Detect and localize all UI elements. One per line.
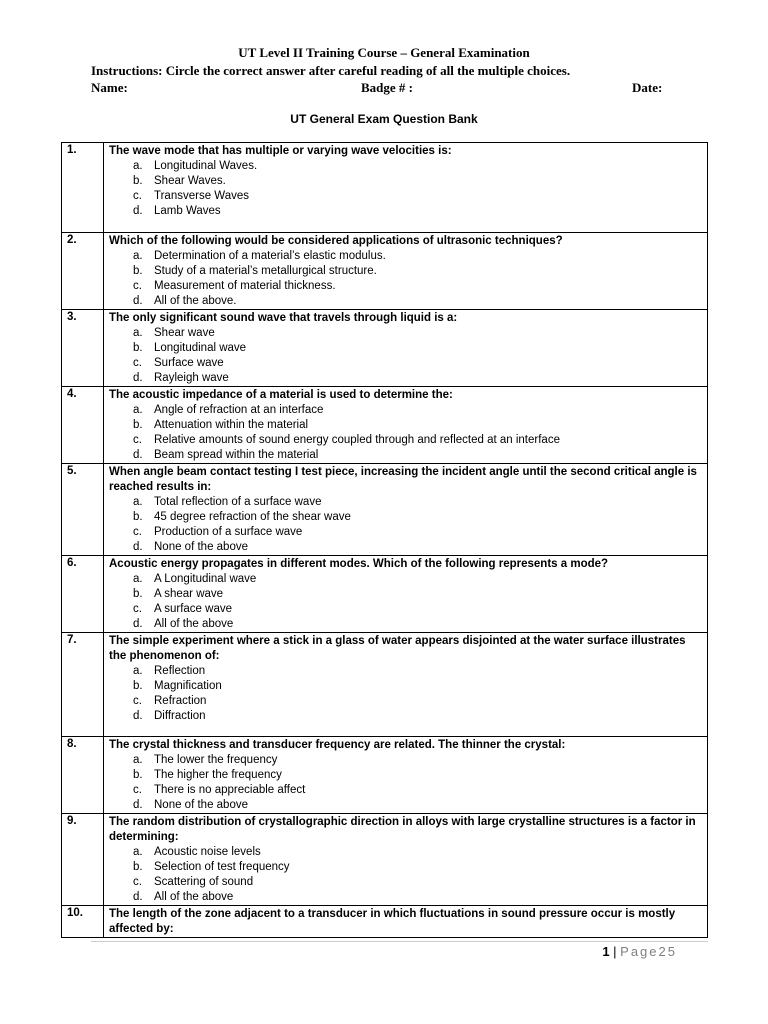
page-total: 25	[658, 944, 677, 959]
question-row	[62, 633, 708, 737]
option-text: Relative amounts of sound energy coupled through and reflected at an interface	[154, 434, 560, 446]
question-row	[62, 556, 708, 633]
option-letter: b.	[133, 511, 143, 523]
question-number: 2.	[62, 233, 104, 310]
answer-option[interactable]	[109, 709, 699, 724]
question-body	[104, 233, 708, 310]
answer-option[interactable]	[109, 860, 699, 875]
option-text: Measurement of material thickness.	[154, 280, 336, 292]
question-number: 4.	[62, 387, 104, 464]
answer-option[interactable]	[109, 326, 699, 341]
question-body	[104, 556, 708, 633]
question-text: The crystal thickness and transducer frequency are related. The thinner the crystal:	[109, 739, 566, 751]
option-letter: c.	[133, 190, 142, 202]
option-text: Production of a surface wave	[154, 526, 303, 538]
answer-option[interactable]	[109, 341, 699, 356]
option-letter: c.	[133, 280, 142, 292]
answer-option[interactable]	[109, 448, 699, 463]
question-number: 10.	[62, 906, 104, 938]
answer-option[interactable]	[109, 294, 699, 309]
question-body	[104, 310, 708, 387]
option-text: None of the above	[154, 541, 248, 553]
question-text: The length of the zone adjacent to a transducer in which fluctuations in sound pressure occur is mostly affected by:	[109, 908, 676, 935]
date-label: Date:	[632, 80, 663, 95]
option-letter: b.	[133, 342, 143, 354]
option-text: Selection of test frequency	[154, 861, 290, 873]
option-text: Angle of refraction at an interface	[154, 404, 324, 416]
answer-option[interactable]	[109, 264, 699, 279]
answer-option[interactable]	[109, 540, 699, 555]
option-letter: b.	[133, 861, 143, 873]
answer-option[interactable]	[109, 602, 699, 617]
option-text: Transverse Waves	[154, 190, 250, 202]
question-row	[62, 906, 708, 938]
answer-option[interactable]	[109, 371, 699, 386]
question-text: Which of the following would be considered applications of ultrasonic techniques?	[109, 235, 563, 247]
answer-option[interactable]	[109, 783, 699, 798]
answer-option[interactable]	[109, 495, 699, 510]
question-body	[104, 387, 708, 464]
answer-option[interactable]	[109, 617, 699, 632]
option-letter: d.	[133, 710, 143, 722]
question-bank-title: UT General Exam Question Bank	[290, 112, 478, 126]
badge-label: Badge # :	[361, 80, 413, 95]
question-text: The acoustic impedance of a material is used to determine the:	[109, 389, 453, 401]
option-text: None of the above	[154, 799, 248, 811]
option-letter: a.	[133, 160, 143, 172]
option-letter: a.	[133, 665, 143, 677]
question-text: The wave mode that has multiple or varying wave velocities is:	[109, 145, 452, 157]
option-letter: b.	[133, 680, 143, 692]
option-letter: b.	[133, 265, 143, 277]
question-row	[62, 233, 708, 310]
page-number: 1	[602, 944, 610, 959]
option-text: All of the above	[154, 891, 234, 903]
question-row	[62, 310, 708, 387]
answer-option[interactable]	[109, 845, 699, 860]
option-letter: a.	[133, 754, 143, 766]
question-row	[62, 464, 708, 556]
option-text: Reflection	[154, 665, 206, 677]
question-text: The simple experiment where a stick in a glass of water appears disjointed at the water surface illustrates the phenomenon of:	[109, 635, 686, 662]
option-text: Acoustic noise levels	[154, 846, 261, 858]
question-text: The random distribution of crystallographic direction in alloys with large crystalline structures is a factor in determining:	[109, 816, 696, 843]
option-text: A surface wave	[154, 603, 232, 615]
option-text: All of the above	[154, 618, 234, 630]
answer-option[interactable]	[109, 694, 699, 709]
option-letter: d.	[133, 372, 143, 384]
question-row	[62, 387, 708, 464]
option-text: Longitudinal Waves.	[154, 160, 258, 172]
option-text: The lower the frequency	[154, 754, 278, 766]
option-text: Attenuation within the material	[154, 419, 309, 431]
option-text: All of the above.	[154, 295, 237, 307]
question-row	[62, 737, 708, 814]
option-letter: c.	[133, 876, 142, 888]
option-letter: a.	[133, 250, 143, 262]
question-row	[62, 143, 708, 233]
question-body	[104, 737, 708, 814]
exam-title: UT Level II Training Course – General Examination	[238, 45, 530, 60]
option-letter: b.	[133, 175, 143, 187]
option-letter: b.	[133, 419, 143, 431]
question-body	[104, 814, 708, 906]
option-text: Rayleigh wave	[154, 372, 229, 384]
option-text: Study of a material’s metallurgical structure.	[154, 265, 377, 277]
answer-option[interactable]	[109, 664, 699, 679]
question-text: The only significant sound wave that travels through liquid is a:	[109, 312, 458, 324]
option-text: 45 degree refraction of the shear wave	[154, 511, 351, 523]
question-table	[61, 142, 708, 938]
answer-options	[109, 159, 699, 219]
answer-option[interactable]	[109, 433, 699, 448]
option-letter: d.	[133, 799, 143, 811]
option-text: Scattering of sound	[154, 876, 254, 888]
question-number: 1.	[62, 143, 104, 233]
answer-option[interactable]	[109, 798, 699, 813]
question-text: When angle beam contact testing I test piece, increasing the incident angle until the second critical angle is reached results in:	[109, 466, 697, 493]
page-label: Page	[620, 944, 659, 959]
option-text: Surface wave	[154, 357, 224, 369]
option-letter: c.	[133, 603, 142, 615]
answer-option[interactable]	[109, 189, 699, 204]
option-letter: c.	[133, 695, 142, 707]
answer-option[interactable]	[109, 418, 699, 433]
answer-option[interactable]	[109, 875, 699, 890]
question-row	[62, 814, 708, 906]
option-text: Longitudinal wave	[154, 342, 247, 354]
option-text: Shear wave	[154, 327, 215, 339]
answer-option[interactable]	[109, 204, 699, 219]
option-letter: d.	[133, 541, 143, 553]
answer-options	[109, 249, 699, 309]
option-text: Beam spread within the material	[154, 449, 319, 461]
answer-option[interactable]	[109, 159, 699, 174]
option-text: Shear Waves.	[154, 175, 226, 187]
answer-options	[109, 495, 699, 555]
option-text: There is no appreciable affect	[154, 784, 306, 796]
answer-option[interactable]	[109, 890, 699, 905]
question-number: 5.	[62, 464, 104, 556]
option-letter: d.	[133, 295, 143, 307]
answer-option[interactable]	[109, 525, 699, 540]
footer-divider	[91, 941, 708, 942]
option-letter: b.	[133, 588, 143, 600]
option-text: The higher the frequency	[154, 769, 282, 781]
answer-option[interactable]	[109, 279, 699, 294]
answer-option[interactable]	[109, 510, 699, 525]
question-text: Acoustic energy propagates in different modes. Which of the following represents a mode?	[109, 558, 609, 570]
answer-options	[109, 845, 699, 905]
option-text: Magnification	[154, 680, 222, 692]
question-number: 3.	[62, 310, 104, 387]
option-letter: a.	[133, 496, 143, 508]
answer-option[interactable]	[109, 174, 699, 189]
answer-option[interactable]	[109, 679, 699, 694]
option-text: Diffraction	[154, 710, 206, 722]
instructions: Instructions: Circle the correct answer after careful reading of all the multiple choices.	[91, 63, 571, 78]
question-number: 7.	[62, 633, 104, 737]
answer-option[interactable]	[109, 356, 699, 371]
answer-option[interactable]	[109, 768, 699, 783]
option-text: Lamb Waves	[154, 205, 221, 217]
option-letter: a.	[133, 846, 143, 858]
option-text: A shear wave	[154, 588, 224, 600]
answer-option[interactable]	[109, 572, 699, 587]
answer-options	[109, 572, 699, 632]
option-letter: d.	[133, 891, 143, 903]
answer-options	[109, 664, 699, 724]
option-text: Determination of a material’s elastic modulus.	[154, 250, 386, 262]
option-text: A Longitudinal wave	[154, 573, 257, 585]
option-text: Total reflection of a surface wave	[154, 496, 322, 508]
answer-options	[109, 753, 699, 813]
question-number: 9.	[62, 814, 104, 906]
option-letter: c.	[133, 526, 142, 538]
question-body	[104, 633, 708, 737]
option-letter: d.	[133, 449, 143, 461]
answer-option[interactable]	[109, 249, 699, 264]
question-body	[104, 906, 708, 938]
page-footer	[602, 944, 677, 959]
option-letter: b.	[133, 769, 143, 781]
question-number: 6.	[62, 556, 104, 633]
question-number: 8.	[62, 737, 104, 814]
option-text: Refraction	[154, 695, 207, 707]
answer-option[interactable]	[109, 587, 699, 602]
answer-options	[109, 403, 699, 463]
option-letter: c.	[133, 784, 142, 796]
page-separator: |	[609, 944, 621, 959]
option-letter: d.	[133, 618, 143, 630]
option-letter: a.	[133, 404, 143, 416]
option-letter: c.	[133, 357, 142, 369]
name-label: Name:	[91, 80, 128, 95]
answer-option[interactable]	[109, 753, 699, 768]
answer-option[interactable]	[109, 403, 699, 418]
option-letter: c.	[133, 434, 142, 446]
option-letter: a.	[133, 573, 143, 585]
question-body	[104, 464, 708, 556]
option-letter: d.	[133, 205, 143, 217]
question-body	[104, 143, 708, 233]
option-letter: a.	[133, 327, 143, 339]
answer-options	[109, 326, 699, 386]
